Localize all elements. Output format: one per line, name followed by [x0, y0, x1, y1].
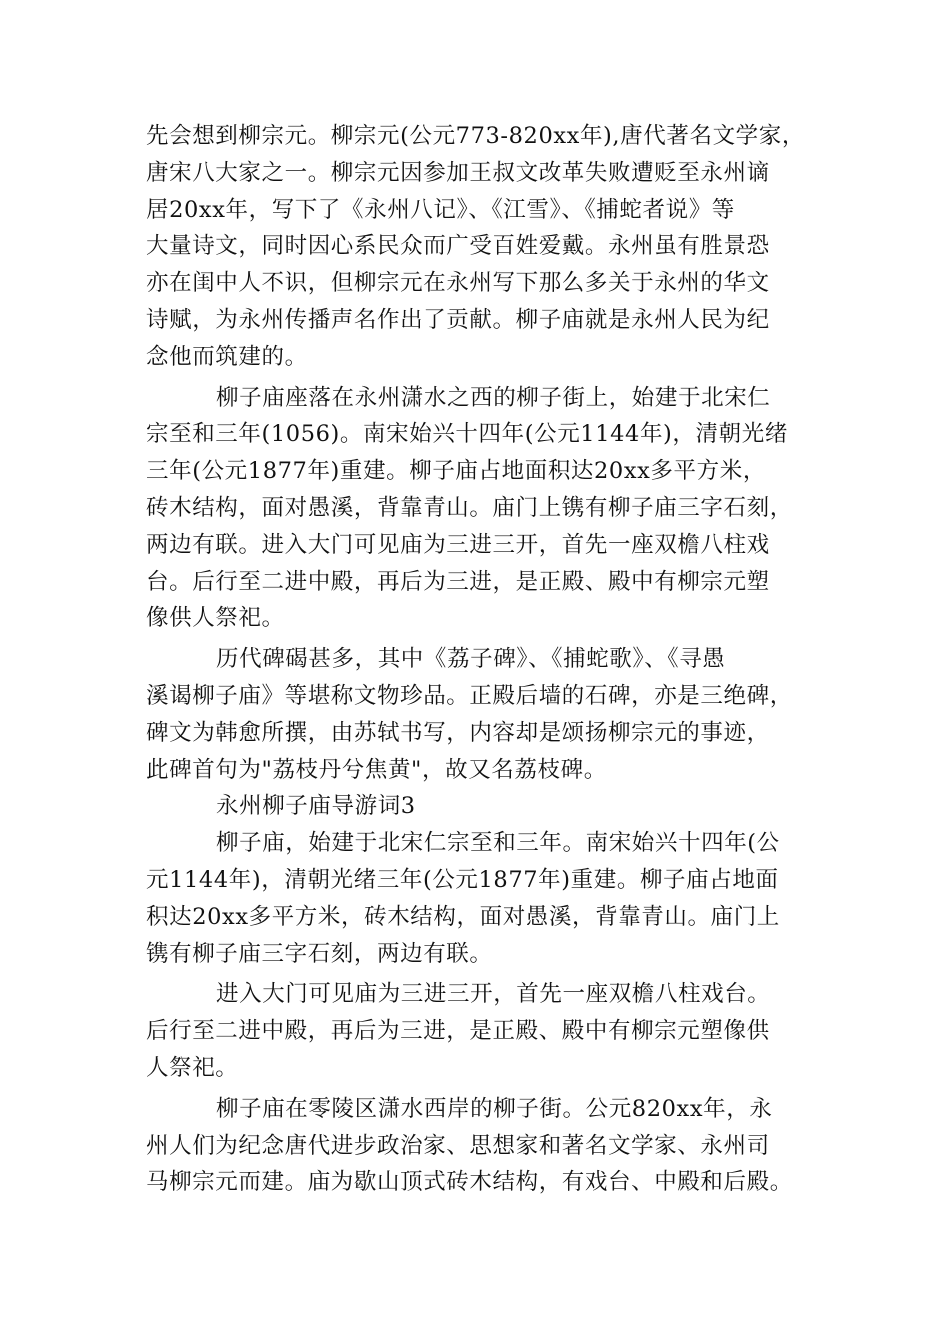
document-page	[146, 118, 806, 1201]
paragraph-1	[146, 118, 806, 376]
text-line: 先会想到柳宗元。柳宗元(公元773-820xx年),唐代著名文学家，	[146, 123, 805, 149]
text-line: 后行至二进中殿，再后为三进，是正殿、殿中有柳宗元塑像供	[146, 1018, 770, 1045]
text-line: 碑文为韩愈所撰，由苏轼书写，内容却是颂扬柳宗元的事迹，	[146, 719, 770, 746]
text-line: 唐宋八大家之一。柳宗元因参加王叔文改革失败遭贬至永州谪	[146, 159, 770, 186]
text-line: 人祭祀。	[146, 1054, 239, 1081]
text-line: 居20xx年，写下了《永州八记》、《江雪》、《捕蛇者说》等	[146, 196, 735, 223]
section-heading	[146, 788, 806, 825]
text-line: 积达20xx多平方米，砖木结构，面对愚溪，背靠青山。庙门上	[146, 903, 780, 930]
text-line: 进入大门可见庙为三进三开，首先一座双檐八柱戏台。	[216, 981, 771, 1008]
text-line: 台。后行至二进中殿，再后为三进，是正殿、殿中有柳宗元塑	[146, 568, 770, 595]
text-line: 柳子庙在零陵区潇水西岸的柳子街。公元820xx年，永	[216, 1095, 773, 1122]
text-line: 念他而筑建的。	[146, 343, 308, 370]
paragraph-5	[146, 976, 806, 1086]
text-line: 马柳宗元而建。庙为歇山顶式砖木结构，有戏台、中殿和后殿。	[146, 1169, 793, 1196]
text-line: 两边有联。进入大门可见庙为三进三开，首先一座双檐八柱戏	[146, 531, 770, 558]
text-line: 大量诗文，同时因心系民众而广受百姓爱戴。永州虽有胜景恐	[146, 233, 770, 260]
text-line: 诗赋，为永州传播声名作出了贡献。柳子庙就是永州人民为纪	[146, 306, 770, 333]
paragraph-2	[146, 380, 806, 638]
text-line: 砖木结构，面对愚溪，背靠青山。庙门上镌有柳子庙三字石刻，	[146, 494, 793, 521]
text-line: 柳子庙，始建于北宋仁宗至和三年。南宋始兴十四年(公	[216, 830, 780, 857]
paragraph-6	[146, 1091, 806, 1201]
text-line: 柳子庙座落在永州潇水之西的柳子街上，始建于北宋仁	[216, 384, 771, 411]
text-line: 溪谒柳子庙》等堪称文物珍品。正殿后墙的石碑，亦是三绝碑，	[146, 682, 793, 709]
text-line: 镌有柳子庙三字石刻，两边有联。	[146, 940, 493, 967]
paragraph-4	[146, 825, 806, 972]
text-line: 亦在闺中人不识，但柳宗元在永州写下那么多关于永州的华文	[146, 270, 770, 297]
text-line: 历代碑碣甚多，其中《荔子碑》、《捕蛇歌》、《寻愚	[216, 646, 726, 673]
text-line: 元1144年)，清朝光绪三年(公元1877年)重建。柳子庙占地面	[146, 866, 779, 893]
paragraph-3	[146, 641, 806, 788]
text-line: 此碑首句为"荔枝丹兮焦黄"，故又名荔枝碑。	[146, 756, 607, 783]
text-line: 宗至和三年(1056)。南宋始兴十四年(公元1144年)，清朝光绪	[146, 421, 788, 448]
text-line: 州人们为纪念唐代进步政治家、思想家和著名文学家、永州司	[146, 1132, 770, 1159]
text-line: 三年(公元1877年)重建。柳子庙占地面积达20xx多平方米，	[146, 458, 766, 485]
text-line: 像供人祭祀。	[146, 605, 285, 632]
section-title: 永州柳子庙导游词3	[216, 793, 416, 820]
